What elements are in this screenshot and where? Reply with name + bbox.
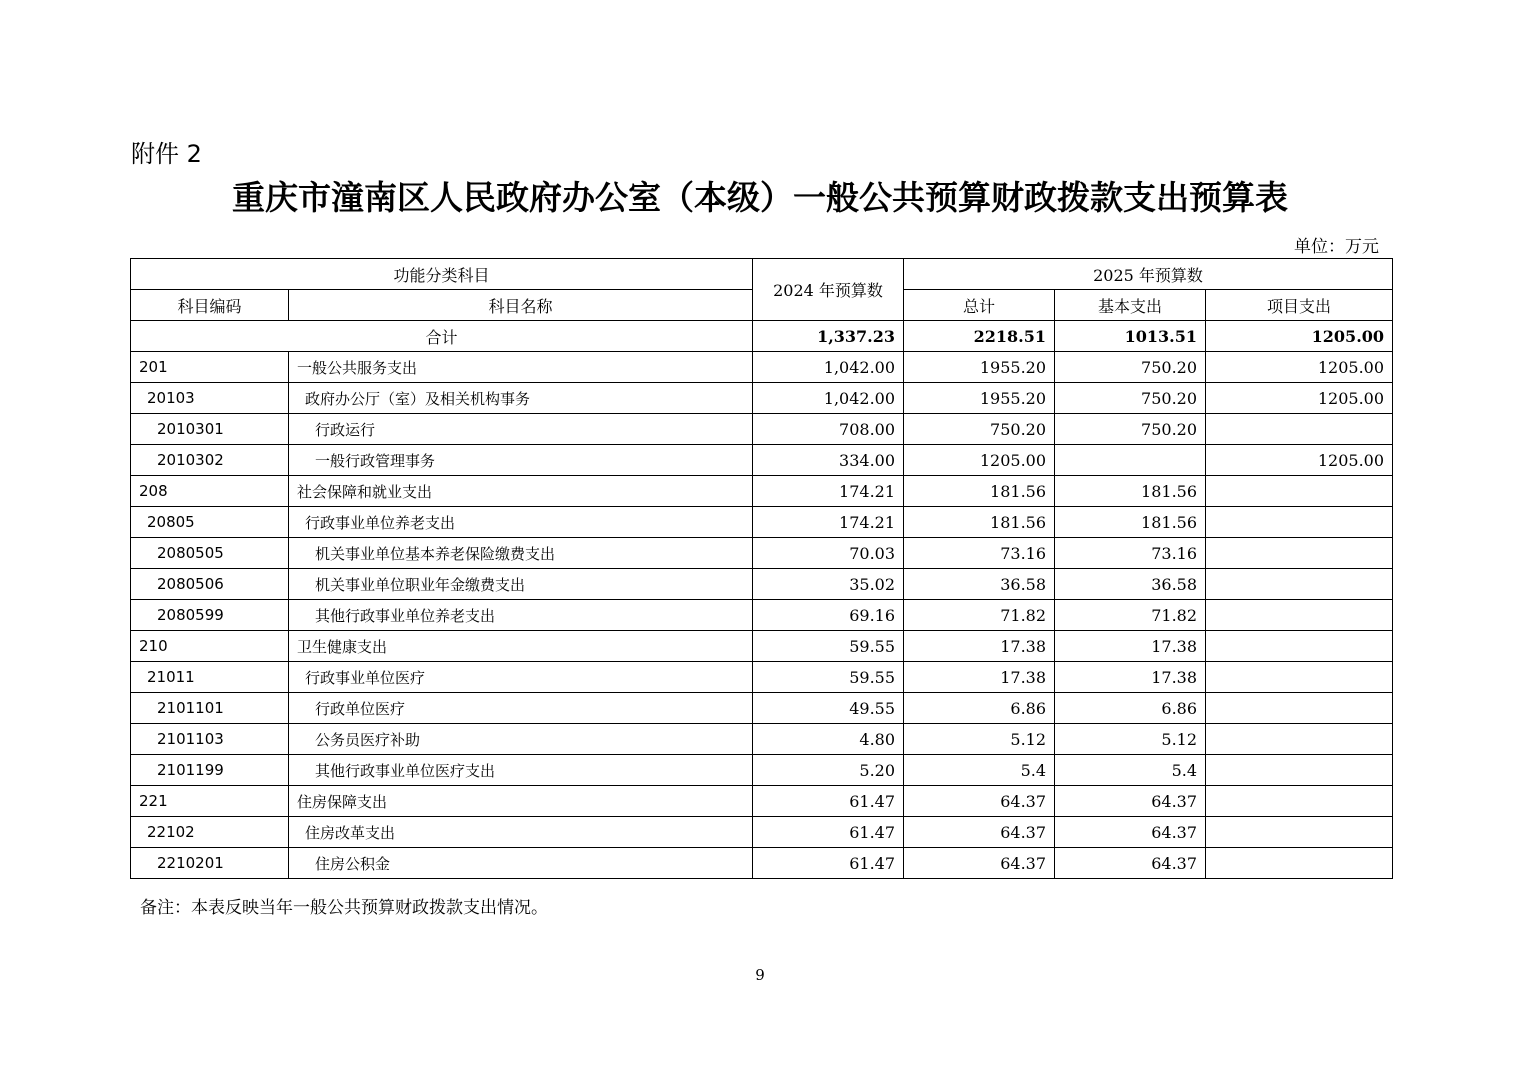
budget-2024-value: 174.21 xyxy=(753,476,904,507)
subject-code: 208 xyxy=(131,476,289,507)
total-budget-2024: 1,337.23 xyxy=(753,321,904,352)
subject-name: 其他行政事业单位医疗支出 xyxy=(289,755,753,786)
subject-name: 政府办公厅（室）及相关机构事务 xyxy=(289,383,753,414)
project-value xyxy=(1206,600,1393,631)
project-value xyxy=(1206,538,1393,569)
budget-2024-value: 1,042.00 xyxy=(753,352,904,383)
project-value xyxy=(1206,507,1393,538)
budget-2024-value: 70.03 xyxy=(753,538,904,569)
subject-name: 行政运行 xyxy=(289,414,753,445)
subject-code: 20103 xyxy=(131,383,289,414)
total-value: 750.20 xyxy=(904,414,1055,445)
table-row xyxy=(131,848,1393,879)
table-row xyxy=(131,507,1393,538)
total-value: 181.56 xyxy=(904,507,1055,538)
project-value: 1205.00 xyxy=(1206,352,1393,383)
project-value xyxy=(1206,662,1393,693)
subject-code: 2080599 xyxy=(131,600,289,631)
total-value: 5.4 xyxy=(904,755,1055,786)
budget-table xyxy=(130,258,1393,879)
project-value xyxy=(1206,414,1393,445)
basic-value: 17.38 xyxy=(1055,662,1206,693)
subject-code: 2210201 xyxy=(131,848,289,879)
subject-name: 机关事业单位职业年金缴费支出 xyxy=(289,569,753,600)
subject-code: 2101101 xyxy=(131,693,289,724)
table-row xyxy=(131,724,1393,755)
budget-2024-value: 59.55 xyxy=(753,662,904,693)
budget-2024-value: 334.00 xyxy=(753,445,904,476)
total-value: 1955.20 xyxy=(904,352,1055,383)
total-value: 6.86 xyxy=(904,693,1055,724)
page-number: 9 xyxy=(755,966,765,984)
subject-code: 2101199 xyxy=(131,755,289,786)
subject-code: 20805 xyxy=(131,507,289,538)
basic-value: 181.56 xyxy=(1055,507,1206,538)
table-row xyxy=(131,569,1393,600)
basic-value: 17.38 xyxy=(1055,631,1206,662)
total-value: 17.38 xyxy=(904,631,1055,662)
subject-code: 21011 xyxy=(131,662,289,693)
table-row xyxy=(131,383,1393,414)
budget-2024-value: 35.02 xyxy=(753,569,904,600)
project-value: 1205.00 xyxy=(1206,445,1393,476)
budget-2024-value: 174.21 xyxy=(753,507,904,538)
total-value: 5.12 xyxy=(904,724,1055,755)
subject-code: 2080505 xyxy=(131,538,289,569)
project-value xyxy=(1206,786,1393,817)
total-value: 1205.00 xyxy=(904,445,1055,476)
project-value xyxy=(1206,848,1393,879)
budget-2024-value: 49.55 xyxy=(753,693,904,724)
budget-2024-value: 5.20 xyxy=(753,755,904,786)
total-value: 64.37 xyxy=(904,848,1055,879)
table-row xyxy=(131,538,1393,569)
header-subject-code: 科目编码 xyxy=(131,290,289,321)
project-value xyxy=(1206,755,1393,786)
table-row xyxy=(131,755,1393,786)
budget-2024-value: 61.47 xyxy=(753,817,904,848)
budget-2024-value: 61.47 xyxy=(753,786,904,817)
subject-name: 行政事业单位养老支出 xyxy=(289,507,753,538)
header-basic-expenditure: 基本支出 xyxy=(1055,290,1206,321)
budget-2024-value: 4.80 xyxy=(753,724,904,755)
subject-code: 2010302 xyxy=(131,445,289,476)
header-row-1 xyxy=(131,259,1393,290)
basic-value: 64.37 xyxy=(1055,817,1206,848)
total-value: 36.58 xyxy=(904,569,1055,600)
basic-value xyxy=(1055,445,1206,476)
table-row xyxy=(131,600,1393,631)
total-basic: 1013.51 xyxy=(1055,321,1206,352)
header-budget-2025: 2025 年预算数 xyxy=(904,259,1393,290)
project-value xyxy=(1206,817,1393,848)
table-note: 备注：本表反映当年一般公共预算财政拨款支出情况。 xyxy=(140,898,548,918)
project-value xyxy=(1206,476,1393,507)
project-value xyxy=(1206,693,1393,724)
subject-code: 22102 xyxy=(131,817,289,848)
basic-value: 750.20 xyxy=(1055,383,1206,414)
table-row xyxy=(131,445,1393,476)
basic-value: 6.86 xyxy=(1055,693,1206,724)
page-title: 重庆市潼南区人民政府办公室（本级）一般公共预算财政拨款支出预算表 xyxy=(232,178,1288,217)
subject-name: 住房改革支出 xyxy=(289,817,753,848)
basic-value: 64.37 xyxy=(1055,786,1206,817)
total-value: 64.37 xyxy=(904,786,1055,817)
total-project: 1205.00 xyxy=(1206,321,1393,352)
basic-value: 750.20 xyxy=(1055,352,1206,383)
subject-code: 221 xyxy=(131,786,289,817)
attachment-label: 附件 2 xyxy=(131,140,202,168)
subject-name: 住房保障支出 xyxy=(289,786,753,817)
subject-name: 其他行政事业单位养老支出 xyxy=(289,600,753,631)
subject-code: 201 xyxy=(131,352,289,383)
subject-code: 210 xyxy=(131,631,289,662)
table-row xyxy=(131,693,1393,724)
budget-2024-value: 59.55 xyxy=(753,631,904,662)
total-value: 17.38 xyxy=(904,662,1055,693)
subject-name: 卫生健康支出 xyxy=(289,631,753,662)
header-functional-category: 功能分类科目 xyxy=(131,259,753,290)
subject-name: 社会保障和就业支出 xyxy=(289,476,753,507)
project-value xyxy=(1206,724,1393,755)
header-project-expenditure: 项目支出 xyxy=(1206,290,1393,321)
subject-code: 2101103 xyxy=(131,724,289,755)
basic-value: 36.58 xyxy=(1055,569,1206,600)
unit-label: 单位：万元 xyxy=(1294,237,1379,257)
basic-value: 64.37 xyxy=(1055,848,1206,879)
subject-name: 机关事业单位基本养老保险缴费支出 xyxy=(289,538,753,569)
subject-code: 2010301 xyxy=(131,414,289,445)
project-value xyxy=(1206,569,1393,600)
total-total: 2218.51 xyxy=(904,321,1055,352)
subject-name: 行政事业单位医疗 xyxy=(289,662,753,693)
subject-name: 公务员医疗补助 xyxy=(289,724,753,755)
basic-value: 73.16 xyxy=(1055,538,1206,569)
subject-name: 住房公积金 xyxy=(289,848,753,879)
basic-value: 181.56 xyxy=(1055,476,1206,507)
table-row xyxy=(131,631,1393,662)
subject-code: 2080506 xyxy=(131,569,289,600)
table-row xyxy=(131,476,1393,507)
total-value: 73.16 xyxy=(904,538,1055,569)
table-row xyxy=(131,786,1393,817)
total-value: 1955.20 xyxy=(904,383,1055,414)
budget-2024-value: 61.47 xyxy=(753,848,904,879)
project-value: 1205.00 xyxy=(1206,383,1393,414)
budget-2024-value: 708.00 xyxy=(753,414,904,445)
basic-value: 5.12 xyxy=(1055,724,1206,755)
budget-2024-value: 69.16 xyxy=(753,600,904,631)
total-row xyxy=(131,321,1393,352)
basic-value: 71.82 xyxy=(1055,600,1206,631)
basic-value: 5.4 xyxy=(1055,755,1206,786)
subject-name: 一般行政管理事务 xyxy=(289,445,753,476)
project-value xyxy=(1206,631,1393,662)
budget-2024-value: 1,042.00 xyxy=(753,383,904,414)
header-subject-name: 科目名称 xyxy=(289,290,753,321)
subject-name: 行政单位医疗 xyxy=(289,693,753,724)
table-row xyxy=(131,817,1393,848)
table-row xyxy=(131,662,1393,693)
subject-name: 一般公共服务支出 xyxy=(289,352,753,383)
basic-value: 750.20 xyxy=(1055,414,1206,445)
header-budget-2024: 2024 年预算数 xyxy=(753,259,904,321)
total-label: 合计 xyxy=(131,321,753,352)
total-value: 64.37 xyxy=(904,817,1055,848)
total-value: 71.82 xyxy=(904,600,1055,631)
total-value: 181.56 xyxy=(904,476,1055,507)
table-row xyxy=(131,414,1393,445)
header-total: 总计 xyxy=(904,290,1055,321)
table-row xyxy=(131,352,1393,383)
